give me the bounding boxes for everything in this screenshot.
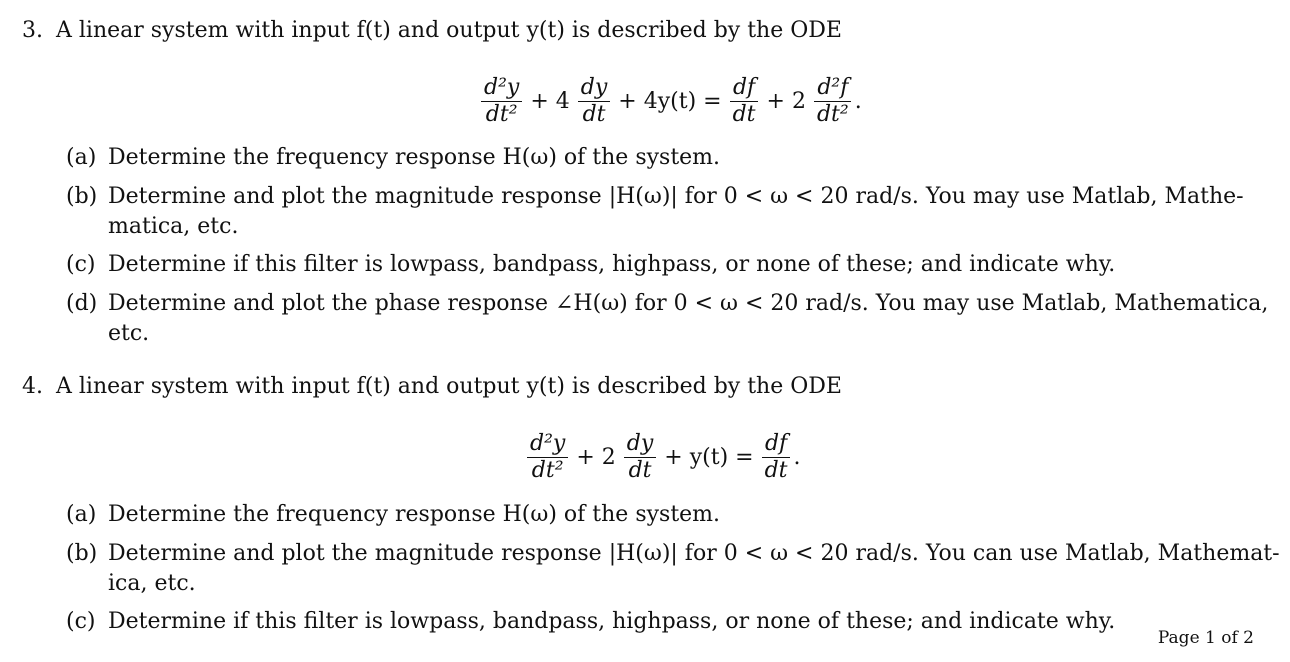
eq-operator: + 2	[766, 88, 806, 114]
eq-denominator: dt	[764, 457, 788, 483]
problem-3-part-b	[66, 182, 1244, 212]
part-text: Determine the frequency response H(ω) of the system.	[108, 145, 721, 170]
part-label: (a)	[66, 502, 97, 527]
eq-fraction	[814, 75, 852, 128]
problem-3-part-a	[66, 143, 720, 173]
part-text: Determine the frequency response H(ω) of the system.	[108, 502, 721, 527]
problem-text: A linear system with input f(t) and output y(t) is described by the ODE	[56, 18, 842, 43]
eq-denominator: dt	[582, 101, 606, 127]
eq-fraction	[730, 75, 759, 128]
eq-denominator: dt²	[531, 457, 564, 483]
problem-text: A linear system with input f(t) and output y(t) is described by the ODE	[56, 374, 842, 399]
eq-numerator: df	[762, 431, 790, 458]
page-number: Page 1 of 2	[1157, 628, 1254, 648]
eq-numerator: d²y	[481, 75, 522, 102]
problem-3-equation	[478, 66, 862, 136]
problem-4-equation	[524, 422, 801, 492]
eq-denominator: dt	[732, 101, 756, 127]
problem-3-part-b-continuation: matica, etc.	[108, 214, 239, 239]
eq-denominator: dt²	[816, 101, 849, 127]
part-label: (d)	[66, 291, 98, 316]
eq-numerator: dy	[578, 75, 611, 102]
problem-3-part-d	[66, 289, 1268, 319]
part-label: (c)	[66, 252, 96, 277]
problem-4-part-b	[66, 539, 1280, 569]
eq-numerator: d²y	[527, 431, 568, 458]
problem-3-statement	[22, 16, 842, 46]
problem-4-part-b-continuation: ica, etc.	[108, 571, 196, 596]
eq-operator: + y(t) =	[664, 444, 754, 470]
part-text: Determine if this filter is lowpass, bandpass, highpass, or none of these; and indicate why.	[108, 609, 1116, 634]
eq-numerator: df	[730, 75, 758, 102]
eq-fraction	[762, 431, 791, 484]
part-text: Determine and plot the magnitude response |H(ω)| for 0 < ω < 20 rad/s. You may use Matlab, Mathe-	[108, 184, 1244, 209]
problem-3-part-d-continuation: etc.	[108, 321, 150, 346]
part-label: (a)	[66, 145, 97, 170]
eq-fraction	[481, 75, 522, 128]
eq-fraction	[624, 431, 657, 484]
problem-4-part-c	[66, 607, 1115, 637]
eq-fraction	[578, 75, 611, 128]
eq-denominator: dt²	[485, 101, 518, 127]
problem-4-statement	[22, 372, 842, 402]
eq-period: .	[793, 444, 801, 470]
eq-operator: + 4y(t) =	[618, 88, 722, 114]
eq-operator: + 4	[530, 88, 570, 114]
problem-4-part-a	[66, 500, 720, 530]
part-label: (b)	[66, 541, 98, 566]
part-text: Determine and plot the phase response ∠H(ω) for 0 < ω < 20 rad/s. You may use Matlab, Mathematica,	[108, 291, 1269, 316]
problem-number: 4.	[22, 374, 43, 399]
part-label: (b)	[66, 184, 98, 209]
eq-operator: + 2	[576, 444, 616, 470]
problem-3-part-c	[66, 250, 1115, 280]
eq-denominator: dt	[628, 457, 652, 483]
part-label: (c)	[66, 609, 96, 634]
part-text: Determine if this filter is lowpass, bandpass, highpass, or none of these; and indicate why.	[108, 252, 1116, 277]
problem-number: 3.	[22, 18, 43, 43]
eq-fraction	[527, 431, 568, 484]
eq-numerator: d²f	[814, 75, 851, 102]
eq-numerator: dy	[624, 431, 657, 458]
eq-period: .	[854, 88, 862, 114]
part-text: Determine and plot the magnitude response |H(ω)| for 0 < ω < 20 rad/s. You can use Matlab, Mathemat-	[108, 541, 1280, 566]
